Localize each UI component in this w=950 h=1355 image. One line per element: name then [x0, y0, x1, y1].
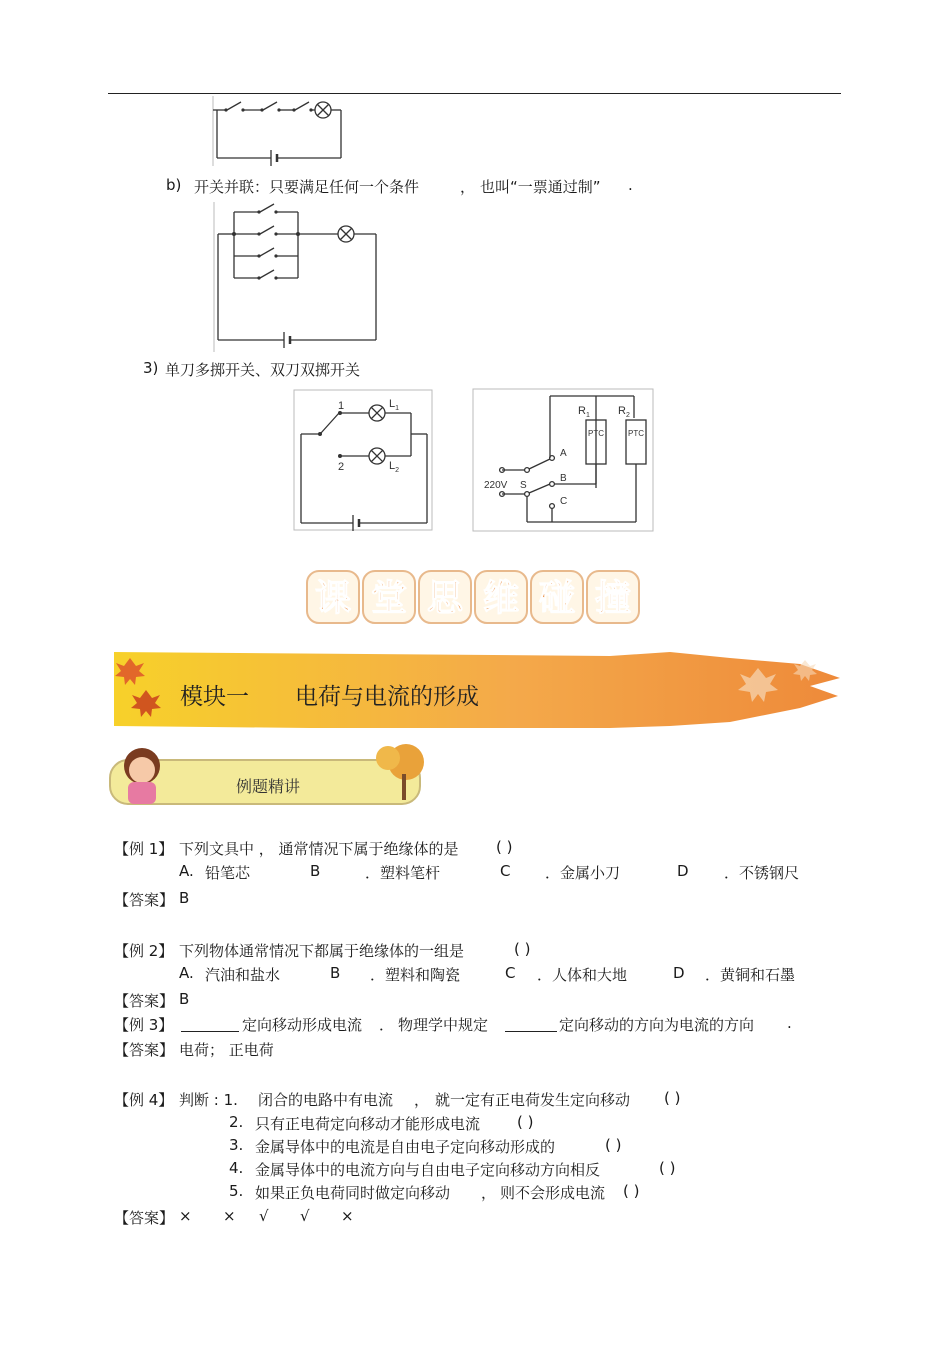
- example4-item4-bracket: ( ): [659, 1159, 676, 1177]
- example1-option-a-text: 铅笔芯: [205, 864, 251, 882]
- section-title-chars: [303, 568, 648, 626]
- dpdt-ptc-circuit-figure: [472, 388, 654, 532]
- module-banner: [110, 648, 842, 734]
- dp-s-label: S: [520, 480, 527, 491]
- svg-text:思: 思: [426, 577, 464, 618]
- s3-text: 单刀多掷开关、双刀双掷开关: [165, 361, 361, 379]
- example4-answer-2: ×: [223, 1207, 236, 1225]
- spdt-l1-sub: 1: [395, 405, 400, 412]
- b-text: 开关并联：只要满足任何一个条件: [194, 178, 420, 196]
- svg-text:L1: [389, 398, 399, 412]
- svg-text:R2: [618, 405, 630, 419]
- example4-item5-comma: ，: [481, 1184, 497, 1202]
- example1-answer: B: [179, 889, 190, 907]
- example4-answer-4: √: [300, 1207, 310, 1225]
- example3-part3: 定向移动的方向为电流的方向: [559, 1016, 755, 1034]
- dp-v-label: 220V: [484, 480, 508, 491]
- dp-a-label: A: [560, 448, 567, 459]
- example4-lead: 判断 : 1.: [179, 1091, 238, 1109]
- dp-c-label: C: [560, 496, 568, 507]
- example4-item1-text: 闭合的电路中有电流: [258, 1091, 394, 1109]
- b-text2: 也叫“一票通过制”: [480, 178, 601, 196]
- subheading-banner: [106, 736, 426, 808]
- example4-item1-text2: 就一定有正电荷发生定向移动: [435, 1091, 631, 1109]
- svg-text:维: 维: [482, 577, 520, 618]
- example3-answer-tag: 【答案】: [114, 1041, 175, 1059]
- svg-text:课: 课: [314, 577, 352, 618]
- example2-tag: 【例 2】: [114, 942, 174, 960]
- example4-item3-bracket: ( ): [605, 1136, 622, 1154]
- example2-bracket: ( ): [514, 940, 531, 958]
- dp-r1-label: R: [578, 405, 586, 417]
- section-title-char: [531, 571, 583, 623]
- example4-answer-5: ×: [341, 1207, 354, 1225]
- example3-part2: 物理学中规定: [398, 1016, 489, 1034]
- example3-tag: 【例 3】: [114, 1016, 174, 1034]
- example1-option-d-text: ．不锈钢尺: [724, 864, 800, 882]
- example3-dot1: ．: [379, 1016, 395, 1034]
- svg-text:L2: [389, 460, 399, 474]
- example4-item5-bracket: ( ): [623, 1182, 640, 1200]
- section-title-char: [475, 571, 527, 623]
- example2-option-c-key: C: [505, 964, 516, 982]
- example2-question: 下列物体通常情况下都属于绝缘体的一组是: [179, 942, 465, 960]
- example4-answer-3: √: [259, 1207, 269, 1225]
- series-switch-circuit-figure: [205, 96, 350, 168]
- example2-option-d-key: D: [673, 964, 685, 982]
- example2-option-d-text: ．黄铜和石墨: [705, 966, 796, 984]
- example4-item1-bracket: ( ): [664, 1089, 681, 1107]
- svg-text:碰: 碰: [538, 577, 576, 618]
- example4-item2-bracket: ( ): [517, 1113, 534, 1131]
- example2-option-a-key: A.: [179, 964, 194, 982]
- example1-question: 下列文具中 ， 通常情况下属于绝缘体的是: [179, 840, 459, 858]
- spdt-circuit-figure: [293, 389, 433, 531]
- example2-answer: B: [179, 990, 190, 1008]
- b-label: b): [166, 176, 182, 194]
- example4-item5-text: 如果正负电荷同时做定向移动: [255, 1184, 451, 1202]
- teacher-face-icon: [129, 757, 155, 783]
- spdt-pos2-label: 2: [338, 461, 345, 473]
- dp-b-label: B: [560, 473, 567, 484]
- section-title-char: [307, 571, 359, 623]
- spdt-l2-sub: 2: [395, 467, 400, 474]
- example4-tag: 【例 4】: [114, 1091, 174, 1109]
- header-rule: [108, 93, 841, 94]
- example3-blank1: [181, 1031, 239, 1032]
- example1-bracket: ( ): [496, 838, 513, 856]
- section-title-char: [363, 571, 415, 623]
- example1-option-d-key: D: [677, 862, 689, 880]
- example4-answer-tag: 【答案】: [114, 1209, 175, 1227]
- dp-ptc2-label: PTC: [628, 429, 644, 438]
- example3-answer: 电荷； 正电荷: [179, 1041, 274, 1059]
- example2-option-a-text: 汽油和盐水: [205, 966, 281, 984]
- example4-item4-text: 金属导体中的电流方向与自由电子定向移动方向相反: [255, 1161, 601, 1179]
- parallel-switch-circuit-figure: [210, 202, 385, 352]
- dp-r2-sub: 2: [625, 412, 630, 419]
- dp-r1-sub: 1: [585, 412, 590, 419]
- section-title-char: [587, 571, 639, 623]
- s3-label: 3): [143, 359, 159, 377]
- svg-text:撞: 撞: [594, 577, 632, 618]
- spdt-l2-label: L: [389, 460, 396, 472]
- example4-item5-text2: 则不会形成电流: [500, 1184, 606, 1202]
- section-title-banner: [303, 568, 648, 626]
- example4-item5-num: 5.: [229, 1182, 244, 1200]
- example1-option-a-key: A.: [179, 862, 194, 880]
- subheading-text: 例题精讲: [236, 779, 301, 796]
- svg-text:堂: 堂: [370, 577, 408, 618]
- example4-item2-text: 只有正电荷定向移动才能形成电流: [255, 1115, 481, 1133]
- example4-item3-text: 金属导体中的电流是自由电子定向移动形成的: [255, 1138, 556, 1156]
- svg-text:R1: [578, 405, 590, 419]
- spdt-pos1-label: 1: [338, 400, 345, 412]
- example1-option-c-text: ．金属小刀: [545, 864, 621, 882]
- example2-answer-tag: 【答案】: [114, 992, 175, 1010]
- section-title-char: [419, 571, 471, 623]
- example2-option-b-text: ．塑料和陶瓷: [370, 966, 461, 984]
- example4-item4-num: 4.: [229, 1159, 244, 1177]
- example4-item1-comma: ，: [414, 1091, 430, 1109]
- dp-r2-label: R: [618, 405, 626, 417]
- example2-option-c-text: ．人体和大地: [537, 966, 628, 984]
- example4-item2-num: 2.: [229, 1113, 244, 1131]
- teacher-body: [128, 782, 156, 804]
- dp-ptc1-label: PTC: [588, 429, 604, 438]
- b-comma: ，: [460, 178, 476, 196]
- spdt-l1-label: L: [389, 398, 396, 410]
- example3-part1: 定向移动形成电流: [242, 1016, 363, 1034]
- example1-option-b-key: B: [310, 862, 321, 880]
- example4-item3-num: 3.: [229, 1136, 244, 1154]
- module-title: 模块一 电荷与电流的形成: [180, 683, 479, 709]
- example3-dot2: .: [787, 1014, 792, 1032]
- example3-blank2: [505, 1031, 557, 1032]
- example1-option-c-key: C: [500, 862, 511, 880]
- b-period: .: [628, 176, 633, 194]
- example1-option-b-text: ．塑料笔杆: [365, 864, 441, 882]
- example4-answer-1: ×: [179, 1207, 192, 1225]
- example2-option-b-key: B: [330, 964, 341, 982]
- example1-answer-tag: 【答案】: [114, 891, 175, 909]
- example1-tag: 【例 1】: [114, 840, 174, 858]
